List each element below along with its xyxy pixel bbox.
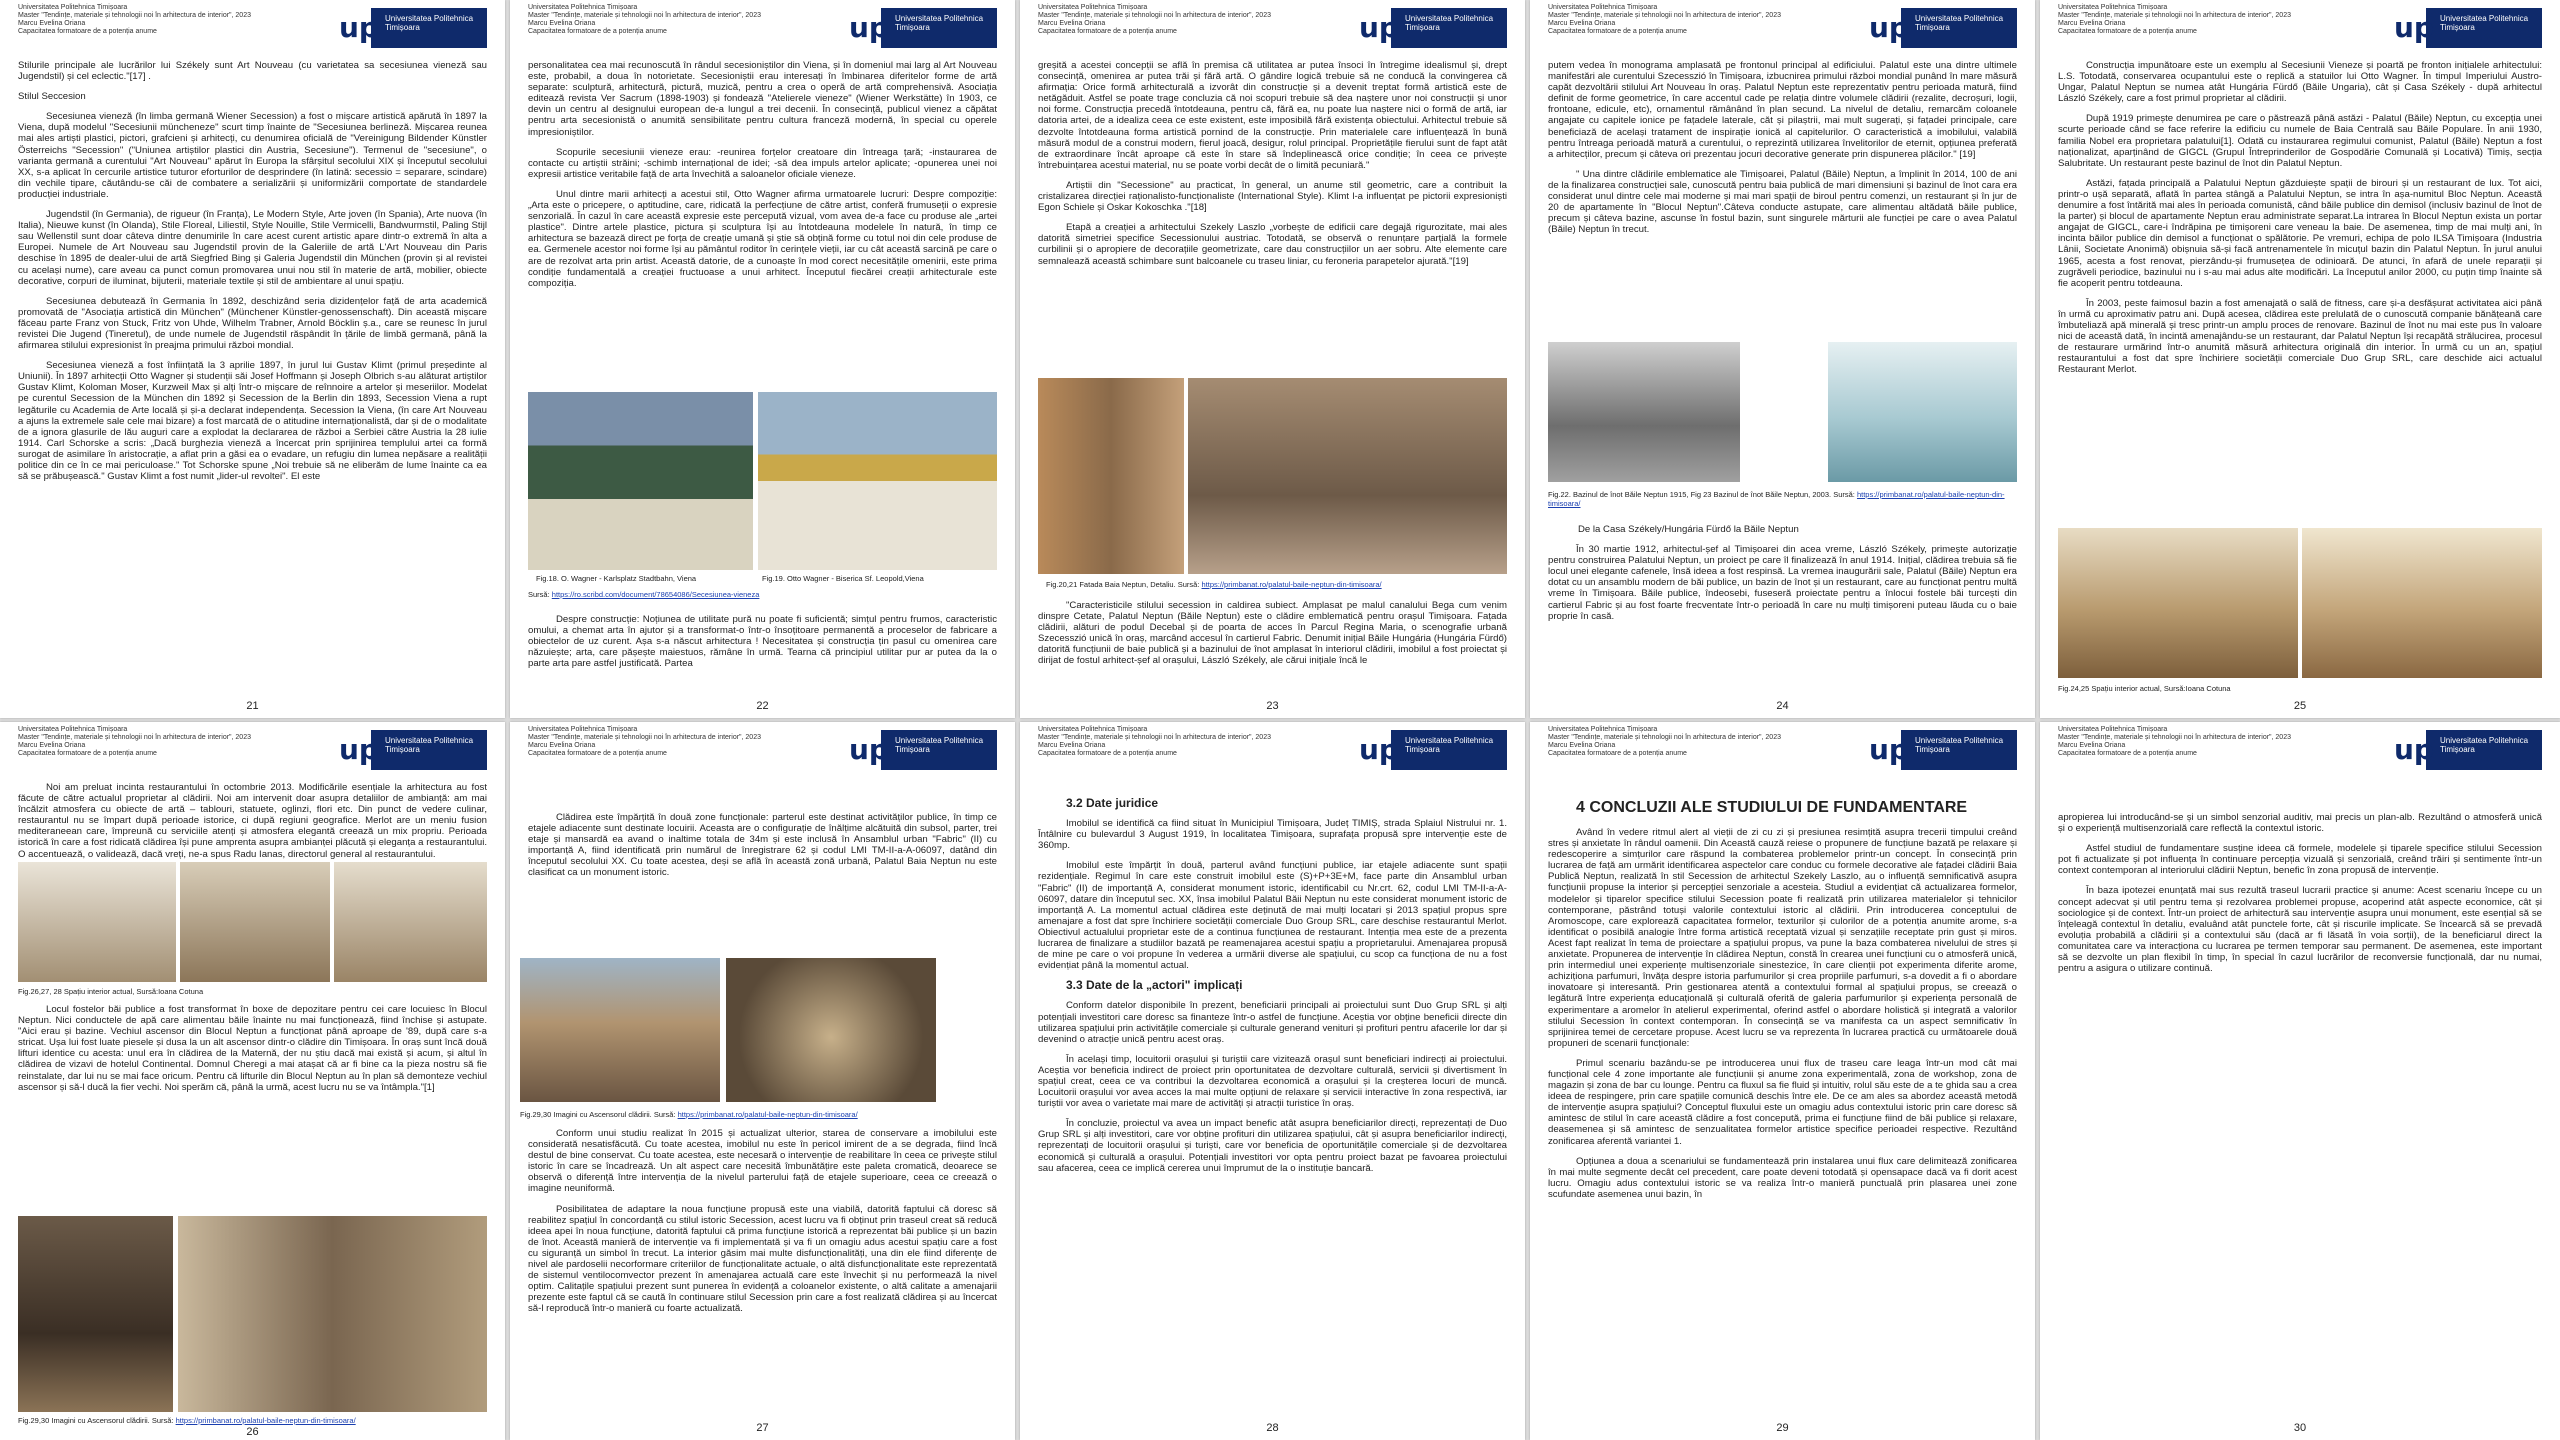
page-number: 26: [246, 1426, 259, 1438]
source-link[interactable]: https://primbanat.ro/palatul-baile-neptun-din-timisoara/: [1201, 580, 1382, 589]
page-number: 23: [1266, 700, 1279, 712]
page-body: greșită a acestei concepții se află în premisa că utilitatea ar putea însoci în întregime idealismul și, drept consecință, omenirea ar putea trăi și fără artă. O gândire logică trebuie să ne conducă la convingerea că afirmația: Orice formă arhitecturală a izvorât din construcție și a devenit treptat formă artistică este de netăgăduit. Astfel se poate trage concluzia că noi scopuri trebuie să dea naștere unor noi construcții și unor noi forme. Construcția precedă întotdeauna, pentru că, fără ea, nu poate lua naștere nici o formă de artă, iar datoria artei, de a idealiza ceea ce este existent, este imposibilă fără existența obiectului. Arhitectul trebuie să dezvolte întotdeauna forma artistică pornind de la construcție. Prin materialele care influențează în bună măsură modul de a construi modern, fierul joacă, desigur, rolul principal. Proprietățile fierului sunt de fapt atât de extraordinare încât aproape că este în stare să îndeplinească orice condiție; în ceea ce privește întrebuințarea acestui material, nu se poate vorbi decât de o limită pecuniară." Artiștii din "Secessione" au practicat, în general, un anume stil geometric, care a contribuit la cristalizarea direcției raționalisto-funcționaliste (International Style). Klimt l-a influențat pe pictorii expresioniști Egon Schiele și Oskar Kokoschka ."[18] Etapă a creației a arhitectului Szekely Laszlo „vorbește de edificii care degajă rigurozitate, mai ales datorită simetriei specifice Secessionului austriac. Totodată, se observă o renunțare parțială la formele curbilinii și o apropiere de decorațiile geometrizate, care dau construcțiilor un aer sobru. Alte elemente care semnalează această schimbare sunt balcoanele cu traseu liniar, cu feroneria parapetelor ajurată."[19]: [1038, 60, 1507, 267]
page-number: 30: [2293, 1422, 2307, 1434]
page-header: Universitatea Politehnica Timișoara Master "Tendințe, materiale și tehnologii noi în arhitectura de interior", 2023 Marcu Evelina Oriana Capacitatea formatoare de a potenția anume: [2058, 4, 2291, 35]
page-body: personalitatea cea mai recunoscută în rândul secesioniștilor din Viena, și în domeniul mai larg al Art Nouveau este, probabil, a doua în notorietate. Secesioniștii erau interesați în îmbinarea diferitelor forme de artă separate: sculptură, arhitectură, pictură, muzică, pentru a crea o operă de artă comprehensivă. Asociația editează revista Ver Sacrum (1898-1903) și fondează "Atelierele vieneze" (Wiener Werkstätte) în 1903, ce devin un centru al designului european de-a lungul a trei decenii. În consecință, publicul vienez a căpătat pentru arta secesionistă o anumită sensibilitate pentru cultura franceză modernă, în special cu operele impresioniștilor. Scopurile secesiunii vieneze erau: -reunirea forțelor creatoare din întreaga țară; -instaurarea de contacte cu artiștii străini; -schimb internațional de idei; -să dea impuls artelor aplicate; -opunerea unei noi expresii artistice veritabile față de arta învechită a saloanelor oficiale vieneze. Unul dintre marii arhitecți a acestui stil, Otto Wagner afirma urmatoarele lucruri: Despre compoziție: „Arta este o pricepere, o aptitudine, care, ridicată la perfecțiune de către artist, conferă frumuseții o expresie senzorială. În cazul în care această expresie este percepută vizual, vom avea de-a face cu produse ale „artei plastice". Dintre artele plastice, pictura și sculptura își au întotdeauna modelele în natură, în timp ce arhitectura se bazează direct pe forța de creație umană și știe să obțină forme cu totul noi din cele produse de ea. Germenele acestor noi forme își au pământul roditor în cerințele vieții, iar cu cât această sarcină pe care o are de rezolvat arta prin artist. Această datorie, de a cunoaște în mod corect necesitățile omenirii, este prima condiție fundamentală a creației fructuoase a unui arhitect. Începutul fiecărei creații arhitecturale este compoziția.: [528, 60, 997, 289]
source-link[interactable]: https://primbanat.ro/palatul-baile-neptun-din-timisoara/: [175, 1416, 356, 1425]
page-body: Locul fostelor băi publice a fost transformat în boxe de depozitare pentru cei care locuiesc în Blocul Neptun. Nici conductele de apă care alimentau băile înainte nu mai funcționează, fiind închise și astupate. "Aici erau și bazine. Vechiul ascensor din Blocul Neptun a funcționat până aproape de '89, după care s-a stricat. Ușa lui fost luate piesele și dusa la un alt ascensor dintr-o clădire din Timișoara. În oraș sunt încă două lifturi identice cu acesta: unul era în clădirea de la Maternă, der nu știu dacă mai există și acum, și altul în clădirea de vizavi de hotelul Continental. Domnul Cheregi a mai atașat că ar fi bine ca la pieza nostru să fie reinstalate, dar lui nu se mai face oricum. Pentru că lifturile din Blocul Neptun au în plan să demonteze vechiul ascensor și să-l ducă la fier vechi. Noi sperăm că, până la urmă, acest lucru nu se va întâmpla."[1]: [18, 1004, 487, 1093]
page-body: apropierea lui introducând-se și un simbol senzorial auditiv, mai precis un plan-alb. Rezultând o atmosferă unică și o experiență multisenzorială care reflectă la contextul istoric. Astfel studiul de fundamentare susține ideea că formele, modelele și tiparele specifice stilului Secession pot fi actualizate și pot influența în continuare percepția vizuală și senzorială, creând trăiri și sentimente într-un context contemporan al interiorului clădirii Neptun, benefic în zona propusă de intervenție. În baza ipotezei enunțată mai sus rezultă traseul lucrarii practice și anume: Acest scenariu începe cu un concept adecvat și util pentru tema și rezolvarea problemei propuse, acoperind atât aspecte economice, cât și sociologice și de context. Într-un proiect de arhitectură sau intervenție asupra unui monument, este esențial să se înțeleagă contextul în detaliu, evaluând atât punctele forte, cât și riscurile implicate. Se încearcă să se prevadă evoluția probabilă a clădirii și a contextului său (dacă ar fi lăsată în voia sorții), de la beneficiarul direct la comunitatea care va interacționa cu lucrarea pe termen temporar sau permanent. De asemenea, este important să se dezvolte un plan flexibil în timp, în special în cazul lucrărilor de reconversie funcțională, dar nu numai, pentru a asigura o utilizare continuă.: [2058, 812, 2542, 975]
page-body: Despre construcție: Noțiunea de utilitate pură nu poate fi suficientă; simțul pentru frumos, caracteristic omului, a chemat arta în ajutor și a transformat-o într-o însoțitoare permanentă a proceselor de fabricare a obiectelor de uz curent. Așa s-a născut arhitectura ! Necesitatea și construcția țin pasul cu omenirea care năzuiește; arta, care pășește maiestuos, rămâne în urmă. Tearna că principiul utilitar pur ar putea da la o parte arta pare astfel justificată. Partea: [528, 614, 997, 670]
university-logo: up Universitatea Politehnica Timișoara: [367, 8, 487, 48]
source-link[interactable]: https://primbanat.ro/palatul-baile-neptun-din-timisoara/: [1548, 490, 2005, 508]
figure-caption: Fig.18. O. Wagner - Karlsplatz Stadtbahn, Viena: [536, 574, 697, 583]
photo-interior-26: [18, 862, 176, 982]
page-header: Universitatea Politehnica Timișoara Master "Tendințe, materiale și tehnologii noi în arhitectura de interior", 2023 Marcu Evelina Oriana Capacitatea formatoare de a potenția anume: [1038, 726, 1271, 757]
page-24: [1530, 0, 2035, 718]
figure-caption: Fig.29,30 Imagini cu Ascensorul clădirii. Sursă: https://primbanat.ro/palatul-baile-neptun-din-timisoara/: [520, 1110, 858, 1119]
page-number: 27: [756, 1422, 769, 1434]
figure-caption: Fig.20,21 Fatada Baia Neptun, Detaliu. Sursă: https://primbanat.ro/palatul-baile-neptun-din-timisoara/: [1046, 580, 1382, 589]
photo-elevator-1: [18, 1216, 173, 1412]
page-number: 24: [1776, 700, 1789, 712]
university-logo: up Universitatea Politehnica Timișoara: [1897, 8, 2017, 48]
photo-building-exterior: [520, 958, 720, 1102]
page-number: 25: [2293, 700, 2307, 712]
page-number: 22: [756, 700, 769, 712]
page-21: [0, 0, 505, 718]
page-body: putem vedea în monograma amplasată pe frontonul principal al edificiului. Palatul este una dintre ultimele manifestări ale curentului Szecesszió în Timișoara, izbucnirea primului război mondial punând în mare măsură capăt dezvoltării stilului Art Nouveau în oraș. Palatul Neptun este reprezentativ pentru perioada matură, fiind definit de forme geometrice, în care accentul cade pe relația dintre volumele clădirii (rezalite, decroșuri, logii, frontoane, edicule, etc), ornamentul rămânând în plan secund. La nivelul de detaliu, remarcăm coloanele angajate cu capitele ionice pe fațadele laterale, căt și pilaștrii, mai mult sugerați, și fațadei principale, care beneficiază de același tratament de inspirație ionică al capitelurilor. O caracteristică a imobilului, valabilă pentru întreaga perioadă matură a curentului, o reprezintă utilizarea învelitorilor de eternit, opțiunea preferată a arhitecților, precum și câteva ori prezentau jocuri decorative generate prin dispunerea plăcilor." [19] " Una dintre clădirile emblematice ale Timișoarei, Palatul (Băile) Neptun, a împlinit în 2014, 100 de ani de la finalizarea construcției sale, cunoscută pentru baia publică de mari dimensiuni și bazinul de înot cara era considerat unul dintre cele mai moderne și mai mari spații de biroul pentru comenzi, un restaurant și în jur de 20 de apartamente în "Blocul Neptun".Câteva conducte astupate, care alimentau altădată băile publice, precum și câteva bazine, ascunse în fostul bazin, sunt singurele mărturii ale funcției pe care o avea Palatul (Băile) Neptun în trecut.: [1548, 60, 2017, 236]
page-body: 4 CONCLUZII ALE STUDIULUI DE FUNDAMENTARE Având în vedere ritmul alert al vieții de zi cu zi și presiunea resimțită asupra trecerii timpului creând stres și anxietate în rândul oamenii. Din Această cauză reiese o propunere de funcțiune bazată pe relaxare și redescoperire a simțurilor care răspund la combaterea problemelor printr-un concept. În consecință prin lucrarea de față am urmărit identificarea aspectelor care conduc cu formele decorative ale fațadei clădirii Baia Publică Neptun, realizată în stil Secession de arhitectul Szekely Laszlo, au o influență semnificativă asupra funcțiunii propuse la interior și percepției senzoriale a acesteia. Studiul a evidențiat că actualizarea formelor, modelelor și tiparelor specifice stilului Secession poate fi realizată prin utilizarea materialelor și tehnicilor contemporane, păstrând totuși valorile contextului istoric al clădirii. Prin introducerea conceptului de Aromoscope, care explorează capacitatea formelor, texturilor și culorilor de a potenția anumite arome, s-a identificat o posibilă analogie între forma artistică receptată vizual și senzațiile receptate prin gust și miros. Acest fapt realizat în tema de proiectare a spațiului propus, va pune la baza combaterea nivelului de stres și anxietate. Propunerea de intervenție în clădirea Neptun, constă în crearea unei funcțiuni cu o atmosferă unică, prin intermediul unei experiențe multisenzoriale sinestezice, în care clienții pot experimenta diferite arome, achiziționa parfumuri, învăța despre istoria parfumurilor și crea propriile parfumuri, s-a dovedit a fi o abordare inovatoare și interesantă. Prin gestionarea atentă a contextului formal al spațiului propus, se creează o legătură între experiența educațională și culturală oferită de galeria parfumurilor și experiența personală de experimentare a aromelor în atelierul experimental, oferind astfel o abordare holistică și integrată a valorilor stilului Secession în context contemporan. În consecință se va manifesta ca un aspect semnificativ în sprijinirea temei de cercetare propuse. Acest lucru se va reprezenta în lucrarea practică cu următoarele două propuneri de scenarii funcționale: Primul scenariu bazându-se pe introducerea unui flux de traseu care leaga într-un mod cât mai funcțional cele 4 zone importante ale funcțiunii și anume zona experimentală, zona de workshop, zona de magazin și zona de bar cu lounge. Pentru ca fluxul sa fie fluid și intuitiv, rolul său este de a te ghida sau a crea ideea de respingere, prin care spațiile comunică deschis între ele. De ce am ales sa abordez această metodă de intervenție asupra spațiului? Conceptul fluxului este un omagiu adus contextului istoric prin care doresc să amintesc de stilul în care această clădire a fost concepută, prima ei funcțiune fiind de băi publice și relaxare, deasemenea și să amintesc de senzualitatea formelor artistice specifice perioadei respective. Rezultând zonificarea aferentă variantei 1. Opțiunea a doua a scenariului se fundamentează prin instalarea unui flux care delimitează zonificarea în mai multe segmente decât cel precedent, care poate deveni totodată și opensapace dacă va fi dorit acest lucru. Omagiu adus contextului istoric se va realiza într-o manieră punctuală prin plasarea unei zone scufundate asemenea unui bazin, în: [1548, 799, 2017, 1200]
page-26: [0, 722, 505, 1440]
source-link[interactable]: https://primbanat.ro/palatul-baile-neptun-din-timisoara/: [677, 1110, 858, 1119]
page-body: Construcția impunătoare este un exemplu al Secesiunii Vieneze și poartă pe fronton inițialele arhitectului: L.S. Totodată, conservarea ocupantului este o replică a statuilor lui Otto Wagner. În timpul Imperiului Austro-Ungar, Palatul Neptun se numea atât Hungária Fürdő (Băile Ungaria), cât și Casa Székely - după arhitectul László Székely, care a fost primul proprietar al clădirii. După 1919 primește denumirea pe care o păstrează până astăzi - Palatul (Băile) Neptun, cu excepția unei scurte perioade când se face referire la edificiu cu numele de Baia Centrală sau Băile Populare. În anii 1930, familia Nobel era proprietara palatului[1]. Odată cu instaurarea regimului comunist, Palatul (Băile) Neptun a fost naționalizat, aparținând de GIGCL (Grupul Întreprinderilor de Gospodărie Comunală și Locativă) Timiș, secția Salubritate. Un restaurant peste bazinul de înot din Palatul Neptun. Astăzi, fațada principală a Palatului Neptun găzduiește spații de birouri și un restaurant de lux. Tot aici, printr-o ușă separată, aflată în partea stângă a Palatului Neptun, se intra în așa-numitul Bloc Neptun. Această denumire a fost întărită mai ales în perioada comunistă, când băile publice din demisol (inclusiv bazinul de înot de la parter) și blocul de apartamente Neptun erau administrate separat.La intrarea în Blocul Neptun exista un portar angajat de GIGCL, care-i îndrăpina pe timișoreni care veneau la baie. De asemenea, timp de mai mulți ani, în incinta băilor publice din demisol a funcționat o spălătorie. Pe vremuri, echipa de polo ILSA Timișoara (Industria Lânii, Societate Anonimă) obișnuia să-și facă antrenamentele în micuțul bazin din Palatul Neptun. În jurul anului 1965, acesta a fost renovat, pierzându-și frumusețea de odinioară. De atunci, în afară de unele reparații și zugrăveli periodice, bazinului nu i s-au mai adus alte modificări. La începutul anilor 2000, cu puțin timp înainte să fie acoperit pentru totdeauna. În 2003, peste faimosul bazin a fost amenajată o sală de fitness, care și-a desfășurat activitatea aici până în urmă cu aproximativ patru ani. După acesea, clădirea este prelulată de o cunoscută companie bănățeană care îmbuteliază apă minerală și tresc printr-un amplu proces de renovare. Bazinul de înot nu mai este pus în valoare nici de această dată, în incintă amenajându-se un restaurant, dar Palatul Neptun își recapătă strălucirea, procesul de restaurare urmărind într-o anumită măsură arhitectura originală din interior. În urmă cu un an, spațiul restaurantului a fost dat spre închiriere societății comerciale Duo Grup SRL, care deschide aici actualul Restaurant Merlot.: [2058, 60, 2542, 376]
figure-caption: Fig.26,27, 28 Spațiu interior actual, Sursă:Ioana Cotuna: [18, 987, 204, 996]
university-logo: up Universitatea Politehnica Timișoara: [877, 8, 997, 48]
photo-interior-28: [334, 862, 487, 982]
university-logo: up Universitatea Politehnica Timișoara: [877, 730, 997, 770]
page-29: [1530, 722, 2035, 1440]
page-number: 29: [1776, 1422, 1789, 1434]
university-logo: up Universitatea Politehnica Timișoara: [367, 730, 487, 770]
photo-elevator-2: [178, 1216, 487, 1412]
photo-neptun-facade: [1038, 378, 1184, 574]
photo-neptun-detail: [1188, 378, 1507, 574]
university-logo: up Universitatea Politehnica Timișoara: [2422, 8, 2542, 48]
page-body: 3.2 Date juridice Imobilul se identifică ca fiind situat în Municipiul Timișoara, Județ TIMIȘ, strada Splaiul Nistrului nr. 1. Întâlnire cu bulevardul 3 August 1919, în localitatea Timișoara, suprafața propusă spre intervenție este de 360mp. Imobilul este împărțit în două, parterul având funcțiuni publice, iar etajele adiacente sunt spații rezidențiale. Regimul în care este construit imobilul este (S)+P+3E+M, face parte din Ansamblul urban "Fabric" (II) de importanță A, considerat monument istoric, identificabil cu Nr.crt. 62, codul LMI TM-II-a-A-06097, datare din începutul sec. XX, însa imobilul Palatul Băii Neptun nu este considerat monument istoric de importanță A. La momentul actual clădirea este deținută de mai mulți locatari și 2013 spațiul propus spre amenajare a fost dat spre închiriere societății comerciale Duo Group SRL, care deschise restaurantul Merlot. Obiectivul actualului proprietar este de a continua funcțiunea de restaurant. Intenția mea este de a prezenta lucrarea de finalizare a studiilor bazată pe reamenajarea acestui spațiu a proprietarului. Amenajarea propusă de mine pe care o voi propune în vederea a urmării diverse ale spațiului, cu scop ca funcționa de nu a fost evidențiat până la momentul actual. 3.3 Date de la „actori" implicați Conform datelor disponibile în prezent, beneficiarii principali ai proiectului sunt Duo Grup SRL și alți potențiali investitori care doresc sa finanteze într-o astfel de funcțiune. Aceștia vor obține beneficii directe din utilizarea spațiului prin activitățile comerciale și culturale generand venituri și profituri pentru afacerile lor dar și devenind o atracție unică pentru acest oraș. În același timp, locuitorii orașului și turiștii care vizitează orașul sunt beneficiari indirecți ai proiectului. Aceștia vor beneficia indirect de proiect prin oportunitatea de dezvoltare culturală, servicii și divertisment în spațiul creat, ceea ce va contribui la dezvoltarea economică a orașului și la creșterea locuri de muncă. Locuitorii orașului vor avea acces la mai multe opțiuni de relaxare și servicii interactive în zona respectivă, iar turiștii vor avea o varietate mai mare de activități și atracții turistice în oraș. În concluzie, proiectul va avea un impact benefic atât asupra beneficiarilor direcți, reprezentați de Duo Grup SRL și alți investitori, care vor obține profituri din utilizarea spațiului, cât și asupra beneficiarilor indirecți, reprezentați de locuitorii orașului și turiști, care vor beneficia de oportunitățile comerciale și de dezvoltarea economică și culturală a orașului. Potențiali investitori vor opta pentru proiect bazat pe favoarea proiectului sau afacerea, ceea ce implică cererea unui împrumut de la o instituție bancară.: [1038, 796, 1507, 1174]
chapter-heading: 4 CONCLUZII ALE STUDIULUI DE FUNDAMENTARE: [1576, 799, 1968, 816]
page-body: De la Casa Székely/Hungária Fürdő la Băile Neptun În 30 martie 1912, arhitectul-șef al Timișoarei din acea vreme, László Székely, primește autorizație pentru construirea Palatului Neptun, un proiect pe care îl finalizează în anul 1914. Inițial, clădirea trebuia să fie locul unei elegante cafenele, însă ideea a fost respinsă. La vremea inaugurării sale, Palatul (Băile) Neptun era dotat cu un ansamblu modern de băi publice, un bazin de înot și un restaurant, care au funcționat pentru multă vreme în Timișoara. Băile publice, îndeosebi, fuseseră proiectate pentru a înlocui fostele băi turcești din cartierul Fabric și au fost foarte frecventate într-o perioadă în care nu mulți timișoreni puteau lăuda cu o baie proprie în casă.: [1548, 524, 2017, 622]
page-28: [1020, 722, 1525, 1440]
photo-interior-27: [180, 862, 330, 982]
page-header: Universitatea Politehnica Timișoara Master "Tendințe, materiale și tehnologii noi în arhitectura de interior", 2023 Marcu Evelina Oriana Capacitatea formatoare de a potenția anume: [528, 726, 761, 757]
photo-swimming-pool-2003: [1828, 342, 2017, 482]
university-logo: up Universitatea Politehnica Timișoara: [1897, 730, 2017, 770]
figure-caption: Fig.22. Bazinul de înot Băile Neptun 1915, Fig 23 Bazinul de înot Băile Neptun, 2003. Sursă: https://primbanat.ro/palatul-baile-neptun-din-timisoara/: [1548, 490, 2005, 508]
page-header: Universitatea Politehnica Timișoara Master "Tendințe, materiale și tehnologii noi în arhitectura de interior", 2023 Marcu Evelina Oriana Capacitatea formatoare de a potenția anume: [18, 4, 251, 35]
page-25: [2040, 0, 2560, 718]
page-header: Universitatea Politehnica Timișoara Master "Tendințe, materiale și tehnologii noi în arhitectura de interior", 2023 Marcu Evelina Oriana Capacitatea formatoare de a potenția anume: [2058, 726, 2291, 757]
section-heading: 3.2 Date juridice: [1066, 796, 1159, 810]
page-body: Stilurile principale ale lucrărilor lui Székely sunt Art Nouveau (cu varietatea sa secesiunea vieneză sau Jugendstil) și cel eclectic."[17] . Stilul Seccesion Secesiunea vieneză (în limba germană Wiener Secession) a fost o mișcare artistică apărută în 1897 la Viena, după modelul "Secesiunii müncheneze" scurt timp înainte de "Secesiunea berlineză. Mișcarea reunea mai ales artiști plastici, pictori, grafcieni și arhitecți, cu denumirea oficială de "Vereinigung Bildender Künstler Österreichs "Secession" ("Uniunea artiștilor plastici din Austria, Secesiune"). Termenul de "secesiune", o varianta germană a curentului "Art Nouveau" apărut în Europa la sfârșitul secolului XIX și începutul secolului XX, s-a aplicat în cercurile artistice tuturor eforturilor de desprindere (în latină: secessio = separare, scindare) din vechile tipare, căutându-se căi de combatere a serializării și uniformizării comportate de standardele producției industriale. Jugendstil (în Germania), de rigueur (în Franța), Le Modern Style, Arte joven (în Spania), Arte nuova (în Italia), Nieuwe kunst (în Olanda), Stile Floreal, Liliestil, Style Nouille, Stile Vermicelli, Bandwurmstil, Paling Stijl sau Wellenstil sunt doar câteva dintre denumirile în care acest curent artistic apare dintr-o extremă în alta a Europei. Numele de Art Nouveau sau Jugendstil provin de la Galeriile de artă L'Art Nouveau din Paris deschise în 1895 de dealer-ului de artă Siegfried Bing și Galeria Jugendstil din München (provin și al revistei cu același nume), care aveau ca punct comun promovarea unui nou stil în materie de artă, mobilier, obiecte decorative, corpuri de iluminat, bijuterii, materiale textile și stil de ambientare al unui spațiu. Secesiunea debutează în Germania în 1892, deschizând seria dizidențelor față de arta academică promovată de "Asociația artistică din München" (Münchener Künstler-genossenschaft). Din această mișcare făceau parte Franz von Stuck, Fritz von Uhde, Wilhelm Trabner, Arnold Böcklin ș.a., care se reunesc în jurul revistei Die Jugend (Tineretul), de unde numele de Jugendstil răspândit în țările de limbă germană, până la afirmarea stilului expresionist în preajma primului război mondial. Secesiunea vieneză a fost înființată la 3 aprilie 1897, în jurul lui Gustav Klimt (primul președinte al Uniunii). În 1897 arhitecții Otto Wagner și studenții săi Josef Hoffmann și Joseph Olbrich s-au alăturat artiștilor Gustav Klimt, Koloman Moser, Kurzweil Max și alți într-o mișcare de reînnoire a artelor și meseriilor. Modelat pe curentul Secession de la München din 1892 și Secession de la Berlin din 1893, Secession Viena a rupt legăturile cu Academia de Arte locală și și-a declarat independența. Secession la Viena, (în care Art Nouveau a ajuns la extremele sale cele mai bizare) a fost marcată de o atitudine internaționalistă, dar și de o modalitate de a ignora glasurile de lău auguri care a explodat la declararea de război a Serbiei către Austria la 28 iulie 1914. Carl Schorske a scris: „Dacă burghezia vieneză a încercat prin sprijinirea templului artei ca formă surogat de asimilare în aristocrație, a aflat prin a găsi ea o evadare, un refugiu din lumea nepăsare a realității politice din ce în ce mai periculoase." Tot Schorske spune „Noi trebuie să ne eliberăm de lume înainte ca ea să se prăbușească." Gustav Klimt a fost numit „lider-ul revoltei". El este: [18, 60, 487, 483]
section-heading: 3.3 Date de la „actori" implicați: [1066, 978, 1243, 993]
source-link[interactable]: https://ro.scribd.com/document/78654086/Secesiunea-vieneza: [551, 590, 760, 599]
figure-caption: Fig.19. Otto Wagner - Biserica Sf. Leopold,Viena: [762, 574, 924, 583]
page-number: 21: [246, 700, 259, 712]
photo-elevator-shaft: [726, 958, 936, 1102]
figure-caption: Fig.24,25 Spațiu interior actual, Sursă:Ioana Cotuna: [2058, 684, 2231, 693]
figure-caption: Fig.29,30 Imagini cu Ascensorul clădirii. Sursă: https://primbanat.ro/palatul-baile-neptun-din-timisoara/: [18, 1416, 356, 1425]
photo-swimming-pool-1915: [1548, 342, 1740, 482]
university-logo: up Universitatea Politehnica Timișoara: [2422, 730, 2542, 770]
page-body: Conform unui studiu realizat în 2015 și actualizat ulterior, starea de conservare a imobilului este considerată nesatisfăcută. Cu toate acestea, imobilul nu este în pericol imirent de a se degrada, fiind încă destul de bine conservat. Cu toate acestea, este necesară o intervenție de reabilitare în ceea ce privește stilul istoric în care se încadrează. Un alt aspect care necesită îmbunătățire este paleta cromatică, deoarece se observă o diferență între intervenția de la nivelul parterului față de etajele superioare, ceea ce creează o imagine neuniformă. Posibilitatea de adaptare la noua funcțiune propusă este una viabilă, datorită faptului că doresc să reabilitez spațiul în concordanță cu stilul istoric Secession, acest lucru va fi obținut prin traseul creat să reducă ideea apei în noua funcțiune, datorită faptului că prima funcțiune istorică a reprezentat băi publice și un bazin de înot. Această manieră de intervenție va fi implementată și va fi un omagiu adus acestui spațiu care a fost cu siguranță un simbol în trecut. La interior găsim mai multe disfuncționalități, una din ele fiind diferențe de nivel ale pardoselii necorformare criteriilor de funcționalitate actuale, o altă disfuncționalitate este reprezentată de sistemul ventilocomvector prezent în amenajarea actuală care este învechit și nu performează la nivel optim. Calitațile spațiului prezent sunt punerea în evidență a coloanelor existente, o altă calitate a amenajarii prezente este faptul că se caută în continuare stilul Secession prin care a fost realizată clădirea și au încercat să-l reproducă într-o manieră cu foarte actualizată.: [528, 1128, 997, 1315]
page-body: Clădirea este împărțită în două zone funcționale: parterul este destinat activităților publice, în timp ce etajele adiacente sunt destinate locuirii. Aceasta are o configurație de înălțime alcătuită din subsol, parter, trei etaje și mansardă ea avand o inaltime totala de 34m și este inclusă în Ansamblul urban "Fabric" (II) cu importanță A, fiind identificată prin numărul de înregistrare 62 și codul LMI TM-II-a-A-06097, datând din începutul secolului XX. Cu toate acestea, deși se află în această zonă urbană, Palatul Baia Neptun nu este clasificat ca un monument istoric.: [528, 812, 997, 879]
source-line: Sursă: https://ro.scribd.com/document/78654086/Secesiunea-vieneza: [528, 590, 760, 599]
page-27: [510, 722, 1015, 1440]
page-header: Universitatea Politehnica Timișoara Master "Tendințe, materiale și tehnologii noi în arhitectura de interior", 2023 Marcu Evelina Oriana Capacitatea formatoare de a potenția anume: [1548, 726, 1781, 757]
university-logo: up Universitatea Politehnica Timișoara: [1387, 8, 1507, 48]
photo-karlsplatz-stadtbahn: [528, 392, 753, 570]
photo-church-st-leopold: [758, 392, 997, 570]
page-22: [510, 0, 1015, 718]
page-header: Universitatea Politehnica Timișoara Master "Tendințe, materiale și tehnologii noi în arhitectura de interior", 2023 Marcu Evelina Oriana Capacitatea formatoare de a potenția anume: [18, 726, 251, 757]
page-header: Universitatea Politehnica Timișoara Master "Tendințe, materiale și tehnologii noi în arhitectura de interior", 2023 Marcu Evelina Oriana Capacitatea formatoare de a potenția anume: [528, 4, 761, 35]
page-header: Universitatea Politehnica Timișoara Master "Tendințe, materiale și tehnologii noi în arhitectura de interior", 2023 Marcu Evelina Oriana Capacitatea formatoare de a potenția anume: [1548, 4, 1781, 35]
photo-restaurant-interior-2: [2302, 528, 2542, 678]
page-23: [1020, 0, 1525, 718]
photo-restaurant-interior-1: [2058, 528, 2298, 678]
university-logo: up Universitatea Politehnica Timișoara: [1387, 730, 1507, 770]
page-30: [2040, 722, 2560, 1440]
page-number: 28: [1266, 1422, 1279, 1434]
page-body: Noi am preluat incinta restaurantului în octombrie 2013. Modificările esențiale la arhitectura au fost făcute de către actualul proprietar al clădirii. Noi am intervenit doar asupra detaliilor de ambianță: am mai încălzit atmosfera cu obiecte de artă – tablouri, statuete, oglinzi, flori etc. Din punct de vedere culinar, restaurantul nu se împart după perioade istorice, ci după regiuni geografice. Merlot are un meniu fusion mediteraneean care, împreună cu serviciile atenți și atmosfera elegantă creează un mix propriu. Perioada istorică în care a fost ridicată clădirea își pune amprenta asupra ambianței plăcută și eleganța a restaurantului. O accentuează, o valideazã, dacă vreți, ne-a spus Radu Ianas, directorul general al restaurantului.: [18, 782, 487, 860]
page-body: "Caracteristicile stilului secession in caldirea subiect. Amplasat pe malul canalului Bega cum venim dinspre Cetate, Palatul Neptun (Băile Neptun) este o clădire emblematică pentru orașul Timișoara. Fațada clădirii, alături de podul Decebal și de poarta de acces în Parcul Regina Maria, o scenografie urbană Szecesszió unică în oraș, marcând accesul în cartierul Fabric. Denumit inițial Băile Hungária (Hungária Fürdő) datorită funcțiunii de baie publică și a bazinului de înot amplasat în interiorul clădirii, imobilul a fost proiectat și dirijat de fostul arhitect-șef al orașului, László Székely, ale cărui inițiale încă le: [1038, 600, 1507, 667]
page-header: Universitatea Politehnica Timișoara Master "Tendințe, materiale și tehnologii noi în arhitectura de interior", 2023 Marcu Evelina Oriana Capacitatea formatoare de a potenția anume: [1038, 4, 1271, 35]
